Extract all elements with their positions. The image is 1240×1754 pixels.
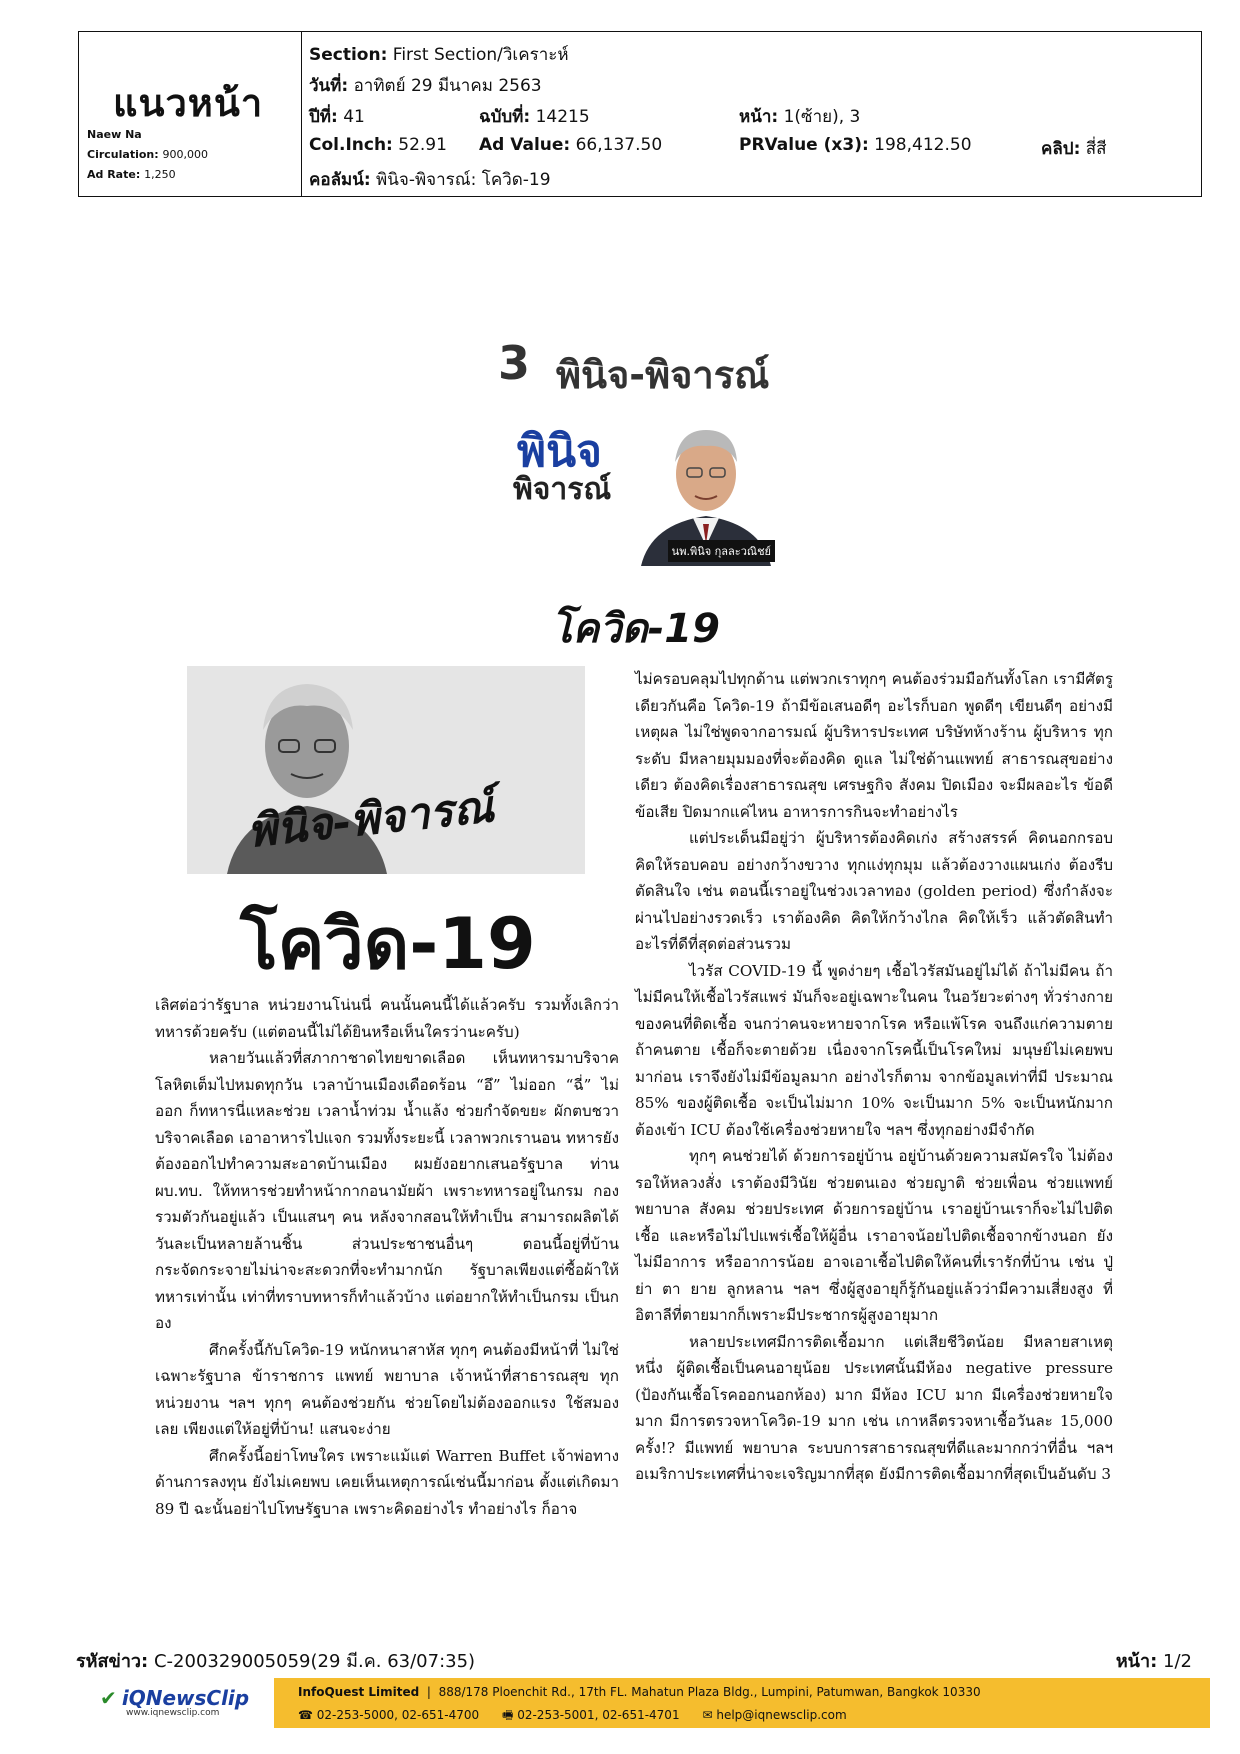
article-headline: โควิด-19 bbox=[240, 903, 536, 985]
column-banner bbox=[505, 410, 781, 566]
prvalue-field: PRValue (x3): 198,412.50 bbox=[739, 135, 972, 155]
page-title: พินิจ-พิจารณ์ bbox=[556, 353, 770, 397]
paragraph: หลายวันแล้วที่สภากาชาดไทยขาดเลือด เห็นทหารมาบริจาคโลหิตเต็มไปหมดทุกวัน เวลาบ้านเมืองเดือดร้อน “อึ” ไม่ออก “ฉี่” ไม่ออก ก็ทหารนี่แหละช่วย เวลาน้ำท่วม น้ำแล้ง ช่วยกำจัดขยะ ผักตบชวา บริจาคเลือด เอาอาหารไปแจก รวมทั้งระยะนี้ เวลาพวกเรานอน ทหารยังต้องออกไปทำความสะอาดบ้านเมือง ผมยังอยากเสนอรัฐบาล ท่าน ผบ.ทบ. ให้ทหารช่วยทำหน้ากากอนามัยผ้า เพราะทหารอยู่ในกรม กอง รวมตัวกันอยู่แล้ว เป็นแสนๆ คน หลังจากสอนให้ทำเป็น สามารถผลิตได้วันละเป็นหลายล้านชิ้น ส่วนประชาชนอื่นๆ ตอนนี้อยู่ที่บ้าน กระจัดกระจายไม่น่าจะสะดวกที่จะทำมากนัก รัฐบาลเพียงแต่ซื้อผ้าให้ทหารเท่านั้น เท่าที่ทราบทหารก็ทำแล้วบ้าง แต่อยากให้ทำเป็นกรม เป็นกอง bbox=[155, 1049, 619, 1332]
article-column-right bbox=[635, 666, 1113, 1488]
issue-field: ฉบับที่: 14215 bbox=[479, 107, 590, 127]
column-artwork bbox=[187, 666, 585, 874]
clipping-details bbox=[309, 32, 1201, 196]
brand-name: iQNewsClip bbox=[121, 1686, 250, 1710]
news-code: รหัสข่าว: C-200329005059(29 มี.ค. 63/07:35) bbox=[76, 1651, 476, 1672]
contact-bar bbox=[274, 1678, 1210, 1728]
paragraph: ทุกๆ คนช่วยได้ ด้วยการอยู่บ้าน อยู่บ้านด้วยความสมัครใจ ไม่ต้องรอให้หลวงสั่ง เราต้องมีวินัย ช่วยตนเอง ช่วยญาติ ช่วยเพื่อน ช่วยแพทย์ พยาบาล สังคม ช่วยประเทศ ด้วยการอยู่บ้าน เราอยู่บ้านเราก็จะไม่ไปติดเชื้อ และหรือไม่ไปแพร่เชื้อให้ผู้อื่น เราอาจน้อยไปติดเชื้อจากข้างนอก ยังไม่มีอาการ หรืออาการน้อย อาจเอาเชื้อไปติดให้คนที่เรารักที่บ้าน เช่น ปู่ ย่า ตา ยาย ลูกหลาน ฯลฯ ซึ่งผู้สูงอายุก็รู้กันอยู่แล้วว่ามีความเสี่ยงสูง ที่อิตาลีที่ตายมากก็เพราะมีประชากรผู้สูงอายุมาก bbox=[635, 1147, 1113, 1324]
column-field: คอลัมน์: พินิจ-พิจารณ์: โควิด-19 bbox=[309, 170, 551, 190]
banner-title-line1: พินิจ bbox=[517, 426, 602, 477]
article-subhead: โควิด-19 bbox=[551, 606, 720, 652]
ad-rate: Ad Rate: 1,250 bbox=[87, 168, 176, 181]
publication-panel bbox=[79, 32, 302, 196]
page-field: หน้า: 1(ซ้าย), 3 bbox=[739, 107, 861, 127]
fax-icon: 🖷 bbox=[502, 1708, 514, 1722]
paragraph: ศึกครั้งนี้อย่าโทษใคร เพราะแม้แต่ Warren Buffet เจ้าพ่อทางด้านการลงทุน ยังไม่เคยพบ เคยเห็นเหตุการณ์เช่นนี้มาก่อน ตั้งแต่เกิดมา 89 ปี ฉะนั้นอย่าไปโทษรัฐบาล เพราะคิดอย่างไร ทำอย่างไร ก็อาจ bbox=[155, 1446, 619, 1518]
page-count: หน้า: 1/2 bbox=[1115, 1651, 1192, 1672]
article-column-left bbox=[155, 992, 619, 1522]
checkmark-icon: ✔ bbox=[100, 1686, 117, 1710]
section-field: Section: First Section/วิเคราะห์ bbox=[309, 45, 569, 65]
paragraph: เลิศต่อว่ารัฐบาล หน่วยงานโน่นนี่ คนนั้นคนนี้ได้แล้วครับ รวมทั้งเลิกว่าทหารด้วยครับ (แต่ตอนนี้ไม่ได้ยินหรือเห็นใครว่านะครับ) bbox=[155, 996, 619, 1041]
page-number-title: 3 bbox=[498, 336, 531, 390]
iqnewsclip-logo bbox=[100, 1686, 249, 1718]
paragraph: ศึกครั้งนี้กับโควิด-19 หนักหนาสาหัส ทุกๆ คนต้องมีหน้าที่ ไม่ใช่เฉพาะรัฐบาล ข้าราชการ แพทย์ พยาบาล เจ้าหน้าที่สาธารณสุข ทุกหน่วยงาน ฯลฯ ทุกๆ คนต้องช่วยกัน ช่วยโดยไม่ต้องออกแรง ใช้สมองเลย เพียงแต่ให้อยู่ที่บ้าน! แสนจะง่าย bbox=[155, 1340, 619, 1438]
author-caption: นพ.พินิจ กุลละวณิชย์ bbox=[668, 540, 775, 562]
phone-icon: ☎ bbox=[298, 1708, 313, 1722]
contact-numbers: ☎ 02-253-5000, 02-651-4700 🖷 02-253-5001, 02-651-4701 ✉ help@iqnewsclip.com bbox=[298, 1708, 847, 1722]
advalue-field: Ad Value: 66,137.50 bbox=[479, 135, 663, 155]
column-signature: พินิจ-พิจารณ์ bbox=[245, 781, 497, 858]
paragraph: หลายประเทศมีการติดเชื้อมาก แต่เสียชีวิตน้อย มีหลายสาเหตุ หนึ่ง ผู้ติดเชื้อเป็นคนอายุน้อย ประเทศนั้นมีห้อง negative pressure (ป้องกันเชื้อโรคออกนอกห้อง) มาก มีห้อง ICU มาก มีเครื่องช่วยหายใจมาก มีการตรวจหาโควิด-19 มาก เช่น เกาหลีตรวจหาเชื้อวันละ 15,000 ครั้ง!? มีแพทย์ พยาบาล ระบบการสาธารณสุขที่ดีและมากกว่าที่อื่น ฯลฯ อเมริกาประเทศที่น่าจะเจริญมากที่สุด ยังมีการติดเชื้อมากที่สุดเป็นอันดับ 3 bbox=[635, 1332, 1113, 1483]
date-field: วันที่: อาทิตย์ 29 มีนาคม 2563 bbox=[309, 76, 542, 96]
paragraph: แต่ประเด็นมีอยู่ว่า ผู้บริหารต้องคิดเก่ง สร้างสรรค์ คิดนอกกรอบ คิดให้รอบคอบ อย่างกว้างขวาง ทุกแง่ทุกมุม แล้วต้องวางแผนเก่ง ต้องรีบตัดสินใจ เช่น ตอนนี้เราอยู่ในช่วงเวลาทอง (golden period) ซึ่งกำลังจะผ่านไปอย่างรวดเร็ว เราต้องคิด คิดให้กว้างไกล คิดให้เร็ว แล้วตัดสินทำอะไรที่ดีที่สุดต่อส่วนรวม bbox=[635, 829, 1113, 953]
paper-name: Naew Na bbox=[87, 128, 142, 141]
paragraph: ไม่ครอบคลุมไปทุกด้าน แต่พวกเราทุกๆ คนต้องร่วมมือกันทั้งโลก เรามีศัตรูเดียวกันคือ โควิด-19 ถ้ามีข้อเสนอดีๆ อะไรก็บอก พูดดีๆ เขียนดีๆ อย่างมีเหตุผล ไม่ใช่พูดจากอารมณ์ ผู้บริหารประเทศ บริษัทห้างร้าน ผู้บริหาร ทุกระดับ มีหลายมุมมองที่จะต้องคิด ดูแล ไม่ใช่ด้านแพทย์ สาธารณสุขอย่างเดียว ต้องคิดเรื่องสาธารณสุข เศรษฐกิจ สังคม ปิดเมือง จะมีผลอะไร ข้อดี ข้อเสีย ปิดมากแค่ไหน อาหารการกินจะทำอย่างไร bbox=[635, 670, 1113, 821]
email-icon: ✉ bbox=[702, 1708, 713, 1722]
circulation: Circulation: 900,000 bbox=[87, 148, 208, 161]
paragraph: ไวรัส COVID-19 นี้ พูดง่ายๆ เชื้อไวรัสมันอยู่ไม่ได้ ถ้าไม่มีคน ถ้าไม่มีคนให้เชื้อไวรัสแพร่ มันก็จะอยู่เฉพาะในคน ในอวัยวะต่างๆ ทั่วร่างกายของคนที่ติดเชื้อ จนกว่าคนจะหายจากโรค หรือแพ้โรค จนถึงแก่ความตาย ถ้าคนตาย เชื้อก็จะตายด้วย เนื่องจากโรคนี้เป็นโรคใหม่ มนุษย์ไม่เคยพบมาก่อน เราจึงยังไม่มีข้อมูลมาก อย่างไรก็ตาม จากข้อมูลเท่าที่มี ประมาณ 85% ของผู้ติดเชื้อ จะเป็นไม่มาก 10% จะเป็นมาก 5% จะเป็นหนักมาก ต้องเข้า ICU ต้องใช้เครื่องช่วยหายใจ ฯลฯ ซึ่งทุกอย่างมีจำกัด bbox=[635, 961, 1113, 1139]
banner-title-line2: พิจารณ์ bbox=[513, 472, 612, 507]
clip-field: คลิป: สี่สี bbox=[1041, 139, 1107, 159]
year-field: ปีที่: 41 bbox=[309, 107, 365, 127]
colinch-field: Col.Inch: 52.91 bbox=[309, 135, 447, 155]
newspaper-logo: แนวหน้า bbox=[113, 81, 264, 125]
company-address: InfoQuest Limited | 888/178 Ploenchit Rd., 17th FL. Mahatun Plaza Bldg., Lumpini, Patumwan, Bangkok 10330 bbox=[298, 1685, 981, 1699]
brand-url: www.iqnewsclip.com bbox=[126, 1708, 220, 1718]
clipping-header bbox=[78, 31, 1202, 197]
